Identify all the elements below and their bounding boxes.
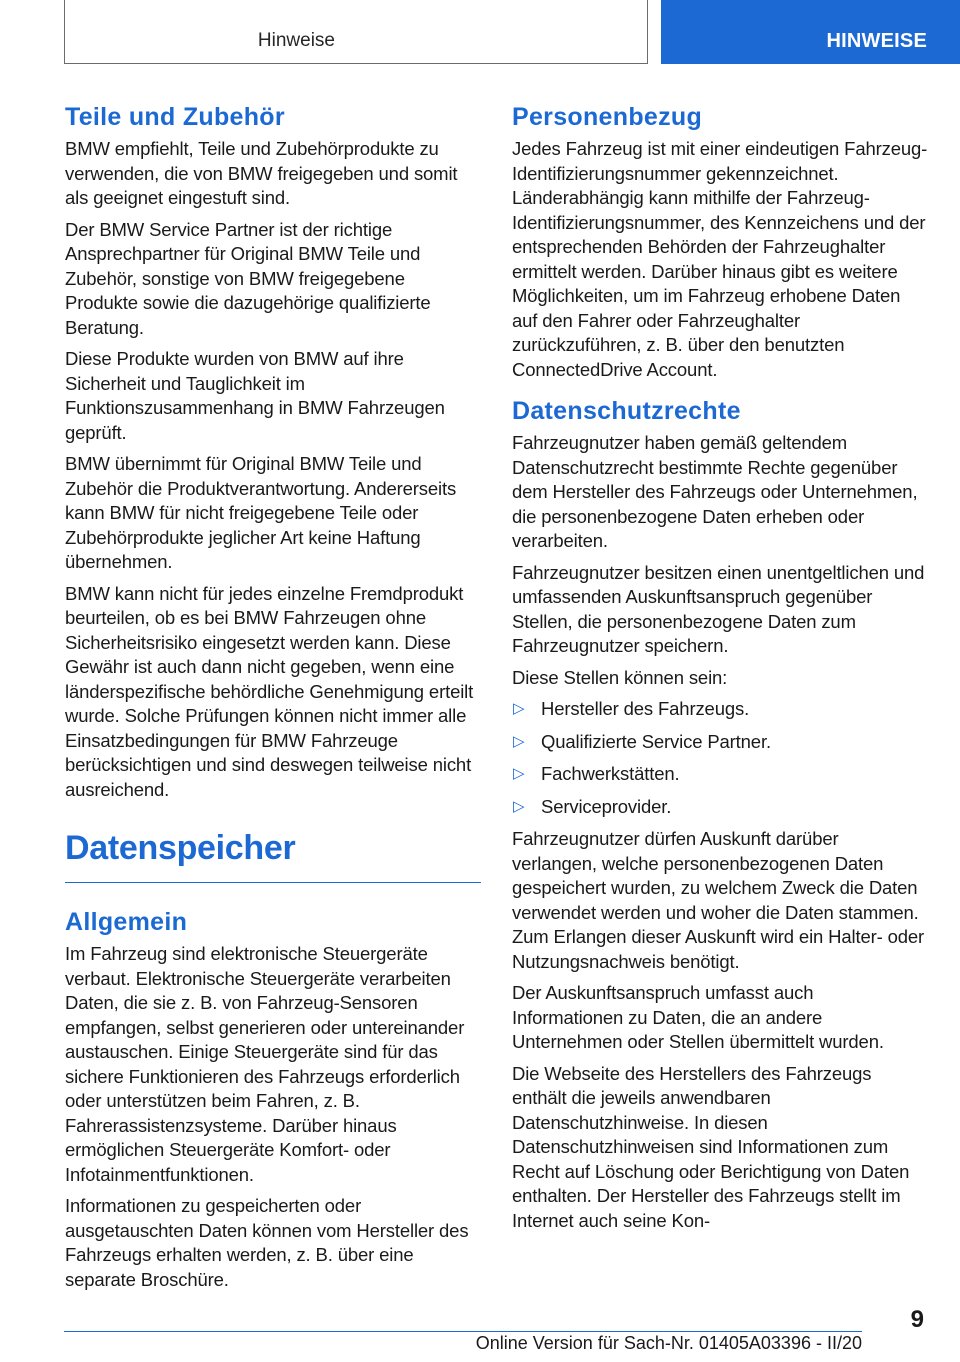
heading-allgemein: Allgemein: [65, 908, 188, 936]
header-section-label: Hinweise: [257, 30, 335, 51]
page-number: 9: [910, 1306, 924, 1333]
paragraph: Fahrzeugnutzer dürfen Auskunft darüber verlangen, welche personenbezogenen Daten gespeichert wurden, zu welchem Zweck die Daten verwendet werden und woher die Daten stammen. Zum Erlangen dieser Auskunft wird ein Halter- oder Nutzungsnachweis benötigt.: [512, 828, 925, 972]
paragraph: Jedes Fahrzeug ist mit einer eindeutigen Fahrzeug-Identifizierungsnummer gekennzeichnet. Länderabhängig kann mithilfe der Fahrzeug-Identifizierungsnummer, des Kennzeichens und der entsprechenden Behörden der Fahrzeughalter ermittelt werden. Darüber hinaus gibt es weitere Möglichkeiten, um im Fahrzeug erhobene Daten auf den Fahrer oder Fahrzeughalter zurückzuführen, z. B. über den benutzten ConnectedDrive Account.: [512, 138, 928, 380]
list-item: [512, 730, 928, 755]
paragraph: Diese Produkte wurden von BMW auf ihre Sicherheit und Tauglichkeit im Funktionszusammenhang in BMW Fahrzeugen geprüft.: [65, 348, 445, 443]
list-item: [512, 697, 928, 722]
header-frame: [64, 0, 648, 64]
footer-divider: [64, 1331, 862, 1332]
paragraph: Die Webseite des Herstellers des Fahrzeugs enthält die jeweils anwendbaren Datenschutzhinweise. In diesen Datenschutzhinweisen sind Informationen zum Recht auf Löschung oder Berichtigung von Daten enthalten. Der Hersteller des Fahrzeugs stellt im Internet auch seine Kon-: [512, 1062, 910, 1231]
left-column: [65, 100, 481, 1299]
list-item-text: Serviceprovider.: [541, 795, 672, 817]
list-item-text: Fachwerkstätten.: [541, 763, 680, 784]
triangle-bullet-icon: ▷: [513, 732, 525, 750]
paragraph: Informationen zu gespeicherten oder ausgetauschten Daten können vom Hersteller des Fahrzeugs erhalten werden, z. B. über eine separate Broschüre.: [65, 1195, 469, 1290]
right-column: [512, 100, 928, 1240]
list-item: [512, 762, 928, 787]
paragraph: BMW kann nicht für jedes einzelne Fremdprodukt beurteilen, ob es bei BMW Fahrzeugen ohne Sicherheitsrisiko eingesetzt werden kann. Diese Gewähr ist auch dann nicht gegeben, wenn eine länderspezifische behördliche Genehmigung erteilt wurde. Solche Prüfungen können nicht immer alle Einsatzbedingungen für BMW Fahrzeuge berücksichtigen und sind deswegen teilweise nicht ausreichend.: [65, 582, 474, 800]
heading-datenspeicher: Datenspeicher: [65, 824, 481, 883]
heading-datenschutzrechte: Datenschutzrechte: [512, 397, 741, 425]
triangle-bullet-icon: ▷: [513, 700, 525, 717]
triangle-bullet-icon: ▷: [513, 765, 525, 782]
paragraph: Der BMW Service Partner ist der richtige Ansprechpartner für Original BMW Teile und Zubehör, sonstige von BMW freigegebene Produkte sowie die dazugehörige qualifizierte Beratung.: [65, 218, 431, 338]
paragraph: Der Auskunftsanspruch umfasst auch Informationen zu Daten, die an andere Unternehmen oder Stellen übermittelt wurden.: [512, 982, 884, 1052]
heading-personenbezug: Personenbezug: [512, 103, 703, 131]
heading-teile-und-zubehoer: Teile und Zubehör: [65, 103, 285, 131]
list-item-text: Qualifizierte Service Partner.: [541, 730, 771, 752]
triangle-bullet-icon: ▷: [513, 797, 525, 815]
list-item-text: Hersteller des Fahrzeugs.: [541, 698, 750, 719]
paragraph: BMW empfiehlt, Teile und Zubehörprodukte zu verwenden, die von BMW freigegeben und somit als geeignet eingestuft sind.: [65, 138, 458, 208]
list-item: [512, 795, 928, 820]
paragraph: Im Fahrzeug sind elektronische Steuergeräte verbaut. Elektronische Steuergeräte verarbeiten Daten, die sie z. B. von Fahrzeug-Sensoren empfangen, selbst generieren oder untereinander austauschen. Einige Steuergeräte sind für das sichere Funktionieren des Fahrzeugs erforderlich oder unterstützen beim Fahren, z. B. Fahrerassistenzsysteme. Darüber hinaus ermöglichen Steuergeräte Komfort- oder Infotainmentfunktionen.: [65, 943, 465, 1185]
paragraph: BMW übernimmt für Original BMW Teile und Zubehör die Produktverantwortung. Andererseits kann BMW für nicht freigegebene Teile oder Zubehörprodukte jeglicher Art keine Haftung übernehmen.: [65, 453, 457, 572]
footer-version-text: Online Version für Sach-Nr. 01405A03396 - II/20: [475, 1333, 862, 1353]
paragraph: Fahrzeugnutzer haben gemäß geltendem Datenschutzrecht bestimmte Rechte gegenüber dem Hersteller des Fahrzeugs oder Unternehmen, die personenbezogene Daten erheben oder verarbeiten.: [512, 432, 918, 551]
paragraph: Diese Stellen können sein:: [512, 666, 728, 688]
stellen-list: [512, 697, 928, 819]
paragraph: Fahrzeugnutzer besitzen einen unentgeltlichen und umfassenden Auskunftsanspruch gegenüber Stellen, die personenbezogene Daten zum Fahrzeugnutzer speichern.: [512, 561, 925, 656]
header-chapter-tab[interactable]: HINWEISE: [661, 0, 960, 64]
